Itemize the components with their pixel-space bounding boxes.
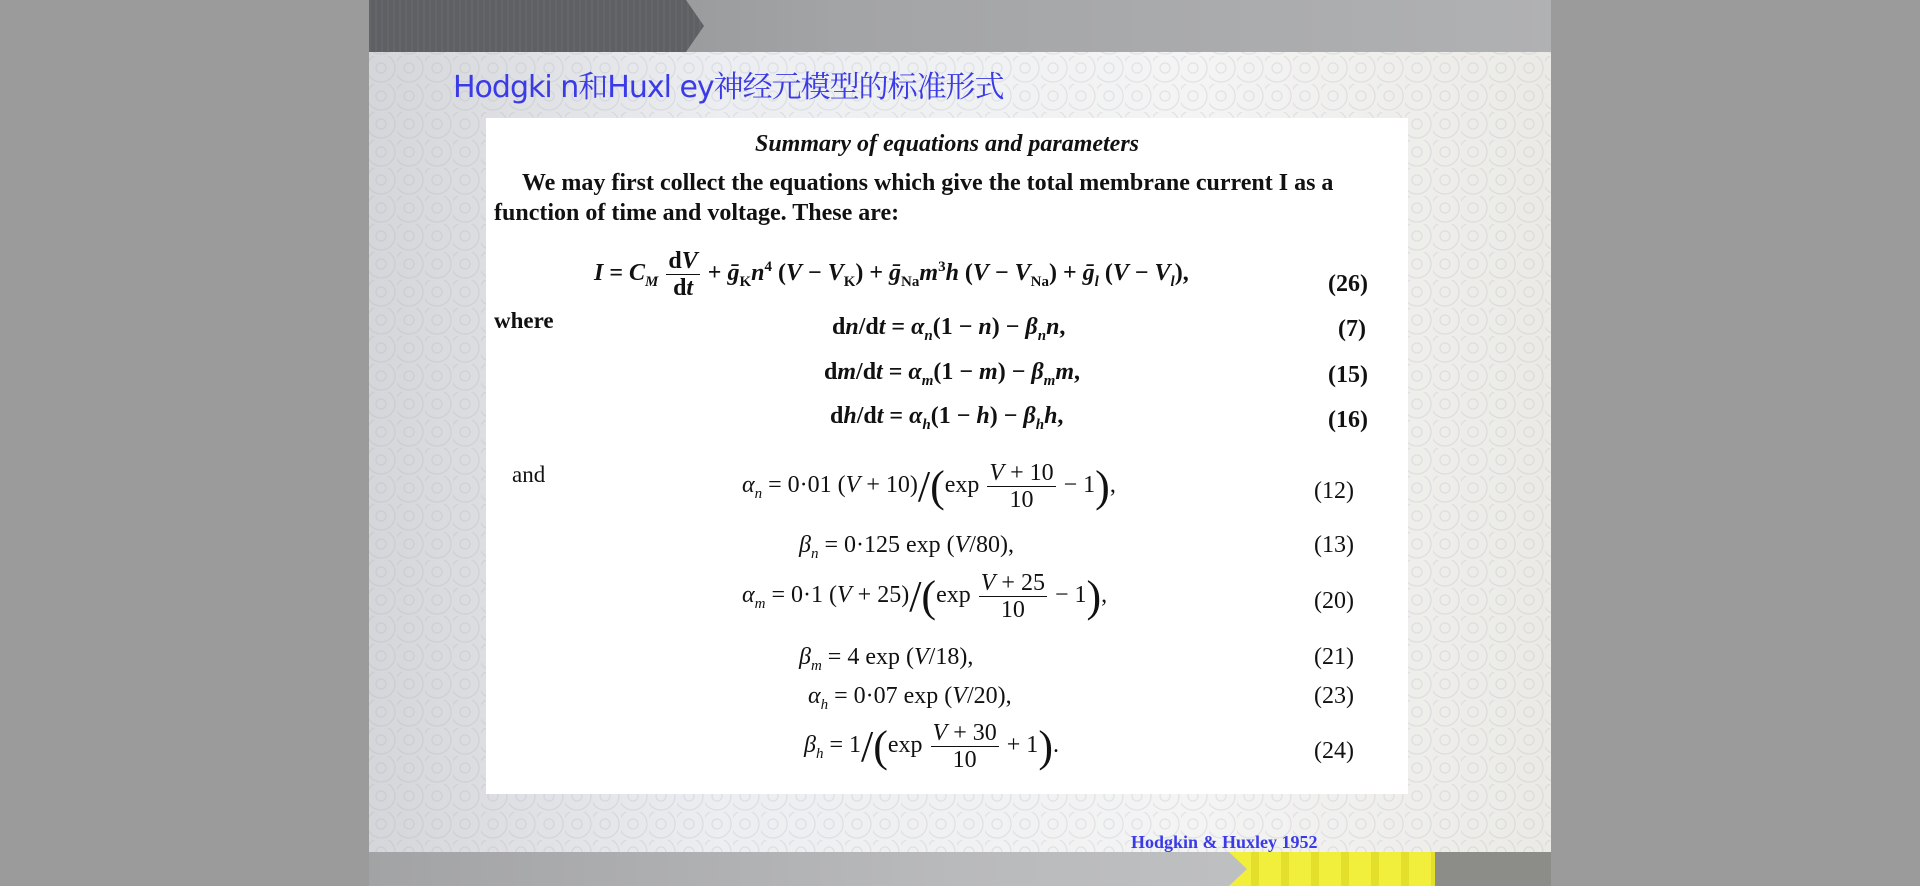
equation-16: $dh/dt = \alpha_h(1 - h) - \beta_hh$,	[830, 403, 1064, 433]
summary-heading: Summary of equations and parameters	[754, 131, 1140, 157]
slide	[369, 0, 1551, 886]
equation-number-24: (24)	[1314, 738, 1354, 764]
equation-20: $\alpha_m = 0\cdot 1$ (V + 25)/(exp $\frac{V + 25}{10}$ − 1),	[742, 570, 1108, 623]
slide-title: Hodgki n和Huxl ey神经元模型的标准形式	[453, 70, 1004, 105]
equation-number-20: (20)	[1314, 588, 1354, 614]
citation: Hodgkin & Huxley 1952	[1131, 832, 1318, 852]
equation-12: $\alpha_n = 0\cdot 01$ (V + 10)/(exp $\frac{V + 10}{10}$ − 1),	[742, 460, 1116, 513]
equation-7: $dn/dt = \alpha_n(1 - n) - \beta_nn$,	[832, 314, 1066, 344]
bottom-gray-block	[1435, 852, 1551, 886]
equation-21: $\beta_m = 4$ exp (V/18),	[799, 644, 974, 674]
equation-number-16: (16)	[1328, 407, 1368, 433]
equation-number-12: (12)	[1314, 478, 1354, 504]
equation-number-21: (21)	[1314, 644, 1354, 670]
equation-23: $\alpha_h = 0\cdot 07$ exp (V/20),	[808, 683, 1012, 713]
equation-13: $\beta_n = 0\cdot 125$ exp (V/80),	[799, 532, 1014, 562]
where-label: where	[494, 308, 554, 333]
equation-number-15: (15)	[1328, 362, 1368, 388]
equation-number-23: (23)	[1314, 683, 1354, 709]
top-band-texture	[369, 0, 704, 52]
equation-26: $I = C_M$ $\frac{dV}{dt}$ + $ḡ_Kn^4$ $(V - V_K)$ + $ḡ_{Na}m^3h$ $(V - V_{Na})$ + ḡ$_l$ $(V - V_l)$,	[594, 248, 1189, 301]
equation-number-13: (13)	[1314, 532, 1354, 558]
and-label: and	[512, 462, 546, 487]
equation-number-7: (7)	[1338, 316, 1366, 342]
summary-intro: We may first collect the equations which give the total membrane current I as a function of time and voltage. These are:	[494, 170, 1334, 226]
equation-number-26: (26)	[1328, 271, 1368, 297]
bottom-yellow-arrow	[1229, 852, 1435, 886]
equation-24: $\beta_h = 1/(\exp$ $\frac{V + 30}{10}$ + 1).	[804, 720, 1059, 773]
equation-summary-image	[486, 118, 1408, 794]
equation-15: $dm/dt = \alpha_m(1 - m) - \beta_mm$,	[824, 359, 1081, 389]
